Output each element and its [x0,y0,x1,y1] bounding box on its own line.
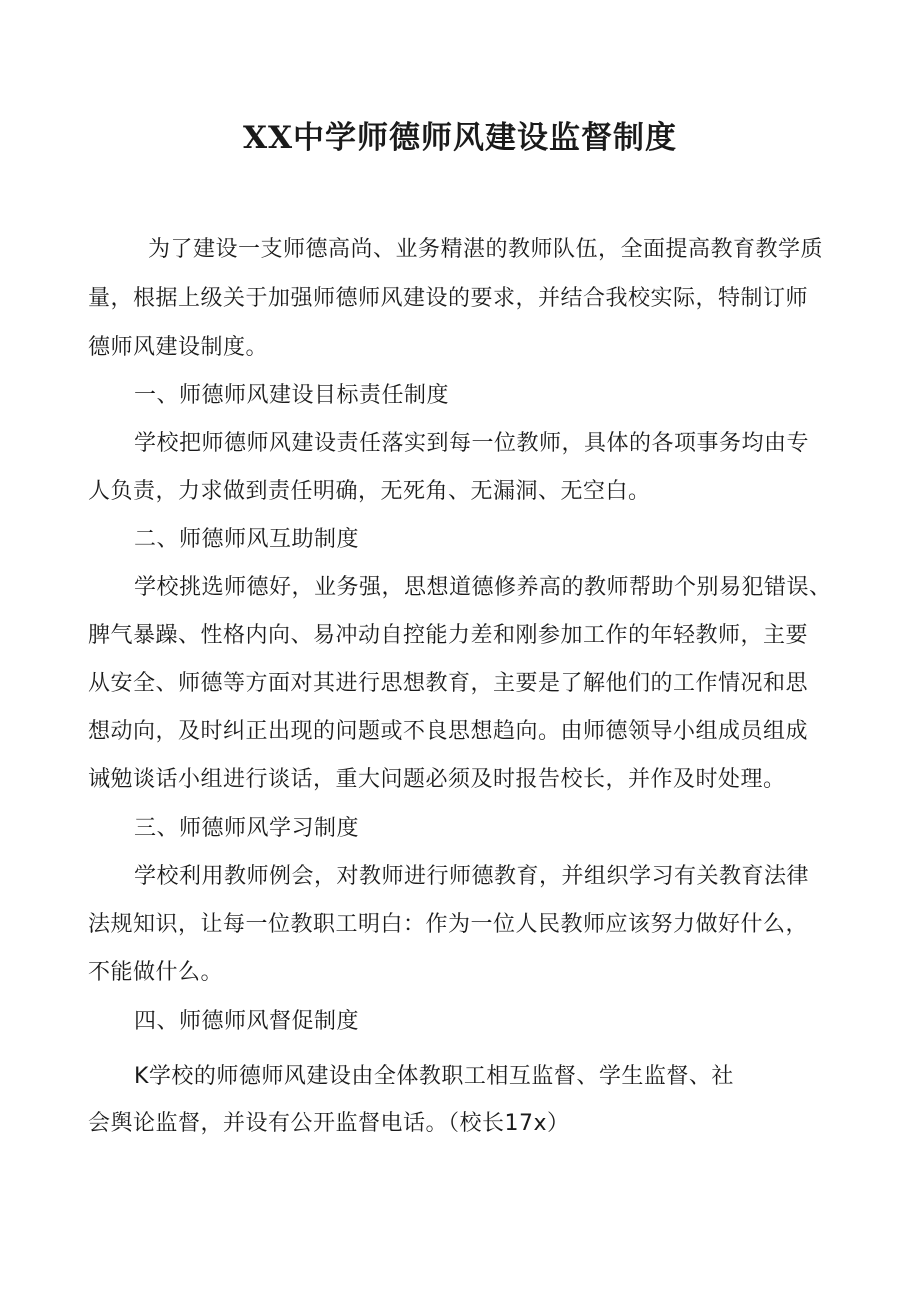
section-2-line-5: 诫勉谈话小组进行谈话，重大问题必须及时报告校长，并作及时处理。 [88,767,786,792]
section-2-line-3: 从安全、师德等方面对其进行思想教育，主要是了解他们的工作情况和思 [88,671,809,696]
section-4-line-1: K学校的师德师风建设由全体教职工相互监督、学生监督、社 [134,1064,734,1089]
section-2-line-2: 脾气暴躁、性格内向、易冲动自控能力差和刚参加工作的年轻教师，主要 [88,623,809,648]
section-heading-1: 一、师德师风建设目标责任制度 [134,383,450,408]
intro-line-3: 德师风建设制度。 [88,335,269,360]
title-prefix: XX [242,120,294,156]
section-1-line-2: 人负责，力求做到责任明确，无死角、无漏洞、无空白。 [88,479,651,504]
section-3-line-2: 法规知识，让每一位教职工明白：作为一位人民教师应该努力做好什么， [88,912,809,937]
section-2-line-1: 学校挑选师德好，业务强，思想道德修养高的教师帮助个别易犯错误、 [134,575,832,600]
section-2-line-4: 想动向，及时纠正出现的问题或不良思想趋向。由师德领导小组成员组成 [88,719,809,744]
section-heading-2: 二、师德师风互助制度 [134,527,360,552]
section-1-line-1: 学校把师德师风建设责任落实到每一位教师，具体的各项事务均由专 [134,431,810,456]
section-heading-4: 四、师德师风督促制度 [134,1009,360,1034]
document-title [0,114,920,162]
section-4-line-2: 会舆论监督，并设有公开监督电话。（校长17x） [88,1111,570,1136]
intro-line-2: 量，根据上级关于加强师德师风建设的要求，并结合我校实际，特制订师 [88,286,809,311]
title-main: 中学师德师风建设监督制度 [293,120,678,156]
section-heading-3: 三、师德师风学习制度 [134,816,360,841]
section-3-line-3: 不能做什么。 [88,960,224,985]
section-3-line-1: 学校利用教师例会，对教师进行师德教育，并组织学习有关教育法律 [134,864,810,889]
intro-line-1: 为了建设一支师德高尚、业务精湛的教师队伍，全面提高教育教学质 [148,237,824,262]
